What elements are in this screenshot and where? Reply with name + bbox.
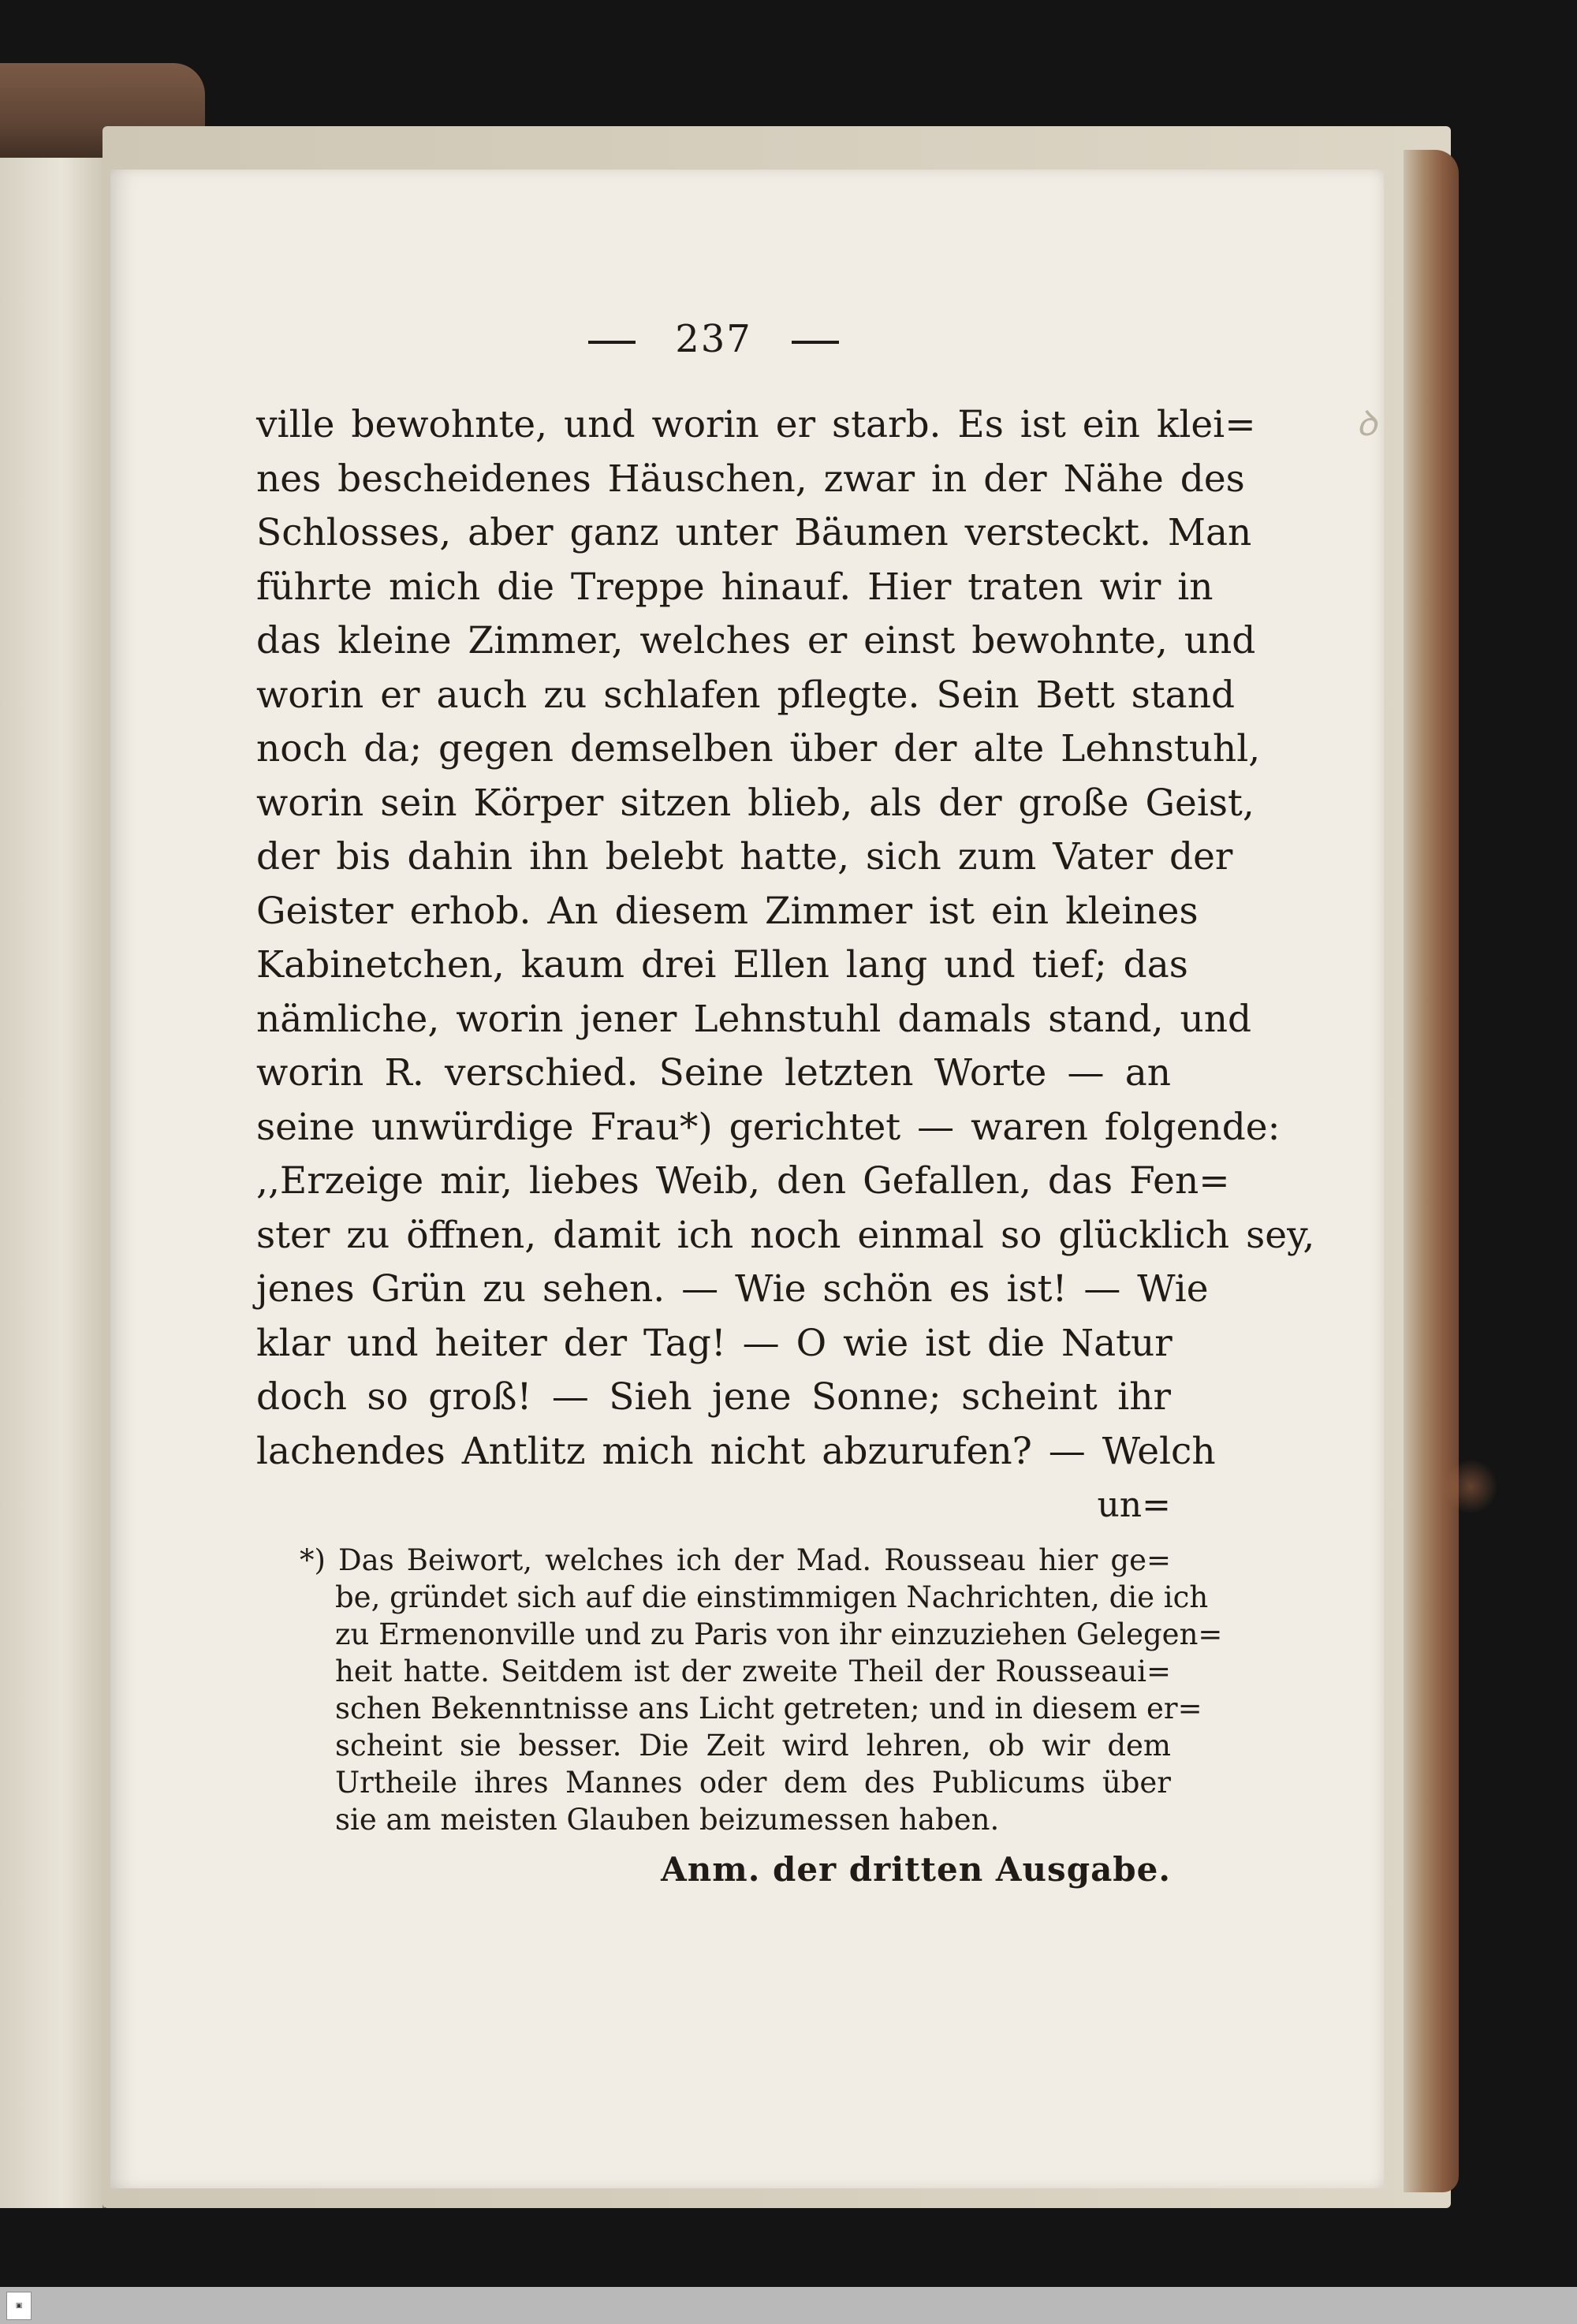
book-fore-edge — [1404, 150, 1459, 2192]
footnote-signature: Anm. der dritten Ausgabe. — [661, 1850, 1171, 1889]
scan-footer-bar — [0, 2287, 1577, 2324]
body-line: worin sein Körper sitzen blieb, als der große Geist, — [256, 781, 1255, 825]
body-line: ville bewohnte, und worin er starb. Es ist ein klei= — [256, 403, 1256, 446]
body-line: doch so groß! — Sieh jene Sonne; scheint ihr — [256, 1375, 1171, 1419]
footnote-line: *) Das Beiwort, welches ich der Mad. Rousseau hier ge= — [300, 1543, 1171, 1577]
body-line: klar und heiter der Tag! — O wie ist die Natur — [256, 1321, 1172, 1365]
catchword: un= — [1097, 1485, 1171, 1525]
body-line: Schlosses, aber ganz unter Bäumen versteckt. Man — [256, 511, 1252, 554]
body-line: das kleine Zimmer, welches er einst bewohnte, und — [256, 619, 1256, 662]
pencil-mark: ꝺ — [1356, 404, 1378, 444]
body-line: Geister erhob. An diesem Zimmer ist ein kleines — [256, 889, 1199, 933]
body-line: ster zu öffnen, damit ich noch einmal so glücklich sey, — [256, 1213, 1315, 1257]
body-line: nämliche, worin jener Lehnstuhl damals stand, und — [256, 997, 1252, 1041]
body-text — [256, 398, 1315, 1479]
footnote-line: zu Ermenonville und zu Paris von ihr einzuziehen Gelegen= — [335, 1617, 1223, 1651]
header-dash-left — [588, 341, 636, 344]
body-line: lachendes Antlitz mich nicht abzurufen? — Welch — [256, 1429, 1216, 1473]
body-line: Kabinetchen, kaum drei Ellen lang und tief; das — [256, 943, 1188, 987]
body-line: jenes Grün zu sehen. — Wie schön es ist! — Wie — [256, 1267, 1209, 1311]
footnote-line: scheint sie besser. Die Zeit wird lehren, ob wir dem — [335, 1729, 1171, 1763]
footnote-line: schen Bekenntnisse ans Licht getreten; und in diesem er= — [335, 1692, 1202, 1725]
page-number-header — [256, 311, 1171, 367]
page-content — [256, 311, 1315, 1893]
body-line: seine unwürdige Frau*) gerichtet — waren folgende: — [256, 1105, 1281, 1149]
footnote — [256, 1542, 1223, 1893]
body-line: noch da; gegen demselben über der alte Lehnstuhl, — [256, 727, 1261, 770]
footnote-line: sie am meisten Glauben beizumessen haben. — [335, 1803, 1000, 1837]
paper-stain — [1443, 1459, 1498, 1514]
footnote-line: be, gründet sich auf die einstimmigen Nachrichten, die ich — [335, 1580, 1209, 1614]
body-line: worin R. verschied. Seine letzten Worte — an — [256, 1051, 1171, 1095]
header-dash-right — [792, 341, 839, 344]
body-line: ,,Erzeige mir, liebes Weib, den Gefallen, das Fen= — [256, 1159, 1230, 1203]
body-line: führte mich die Treppe hinauf. Hier traten wir in — [256, 565, 1214, 609]
body-line: worin er auch zu schlafen pflegte. Sein Bett stand — [256, 673, 1236, 717]
footnote-line: Urtheile ihres Mannes oder dem des Publicums über — [335, 1766, 1171, 1800]
previous-page-edge — [0, 158, 105, 2208]
library-logo-icon: ▣ — [6, 2292, 32, 2320]
page-number: 237 — [675, 317, 752, 361]
footnote-line: heit hatte. Seitdem ist der zweite Theil der Rousseaui= — [335, 1654, 1171, 1688]
body-line: nes bescheidenes Häuschen, zwar in der Nähe des — [256, 457, 1245, 501]
body-line: der bis dahin ihn belebt hatte, sich zum Vater der — [256, 835, 1233, 878]
